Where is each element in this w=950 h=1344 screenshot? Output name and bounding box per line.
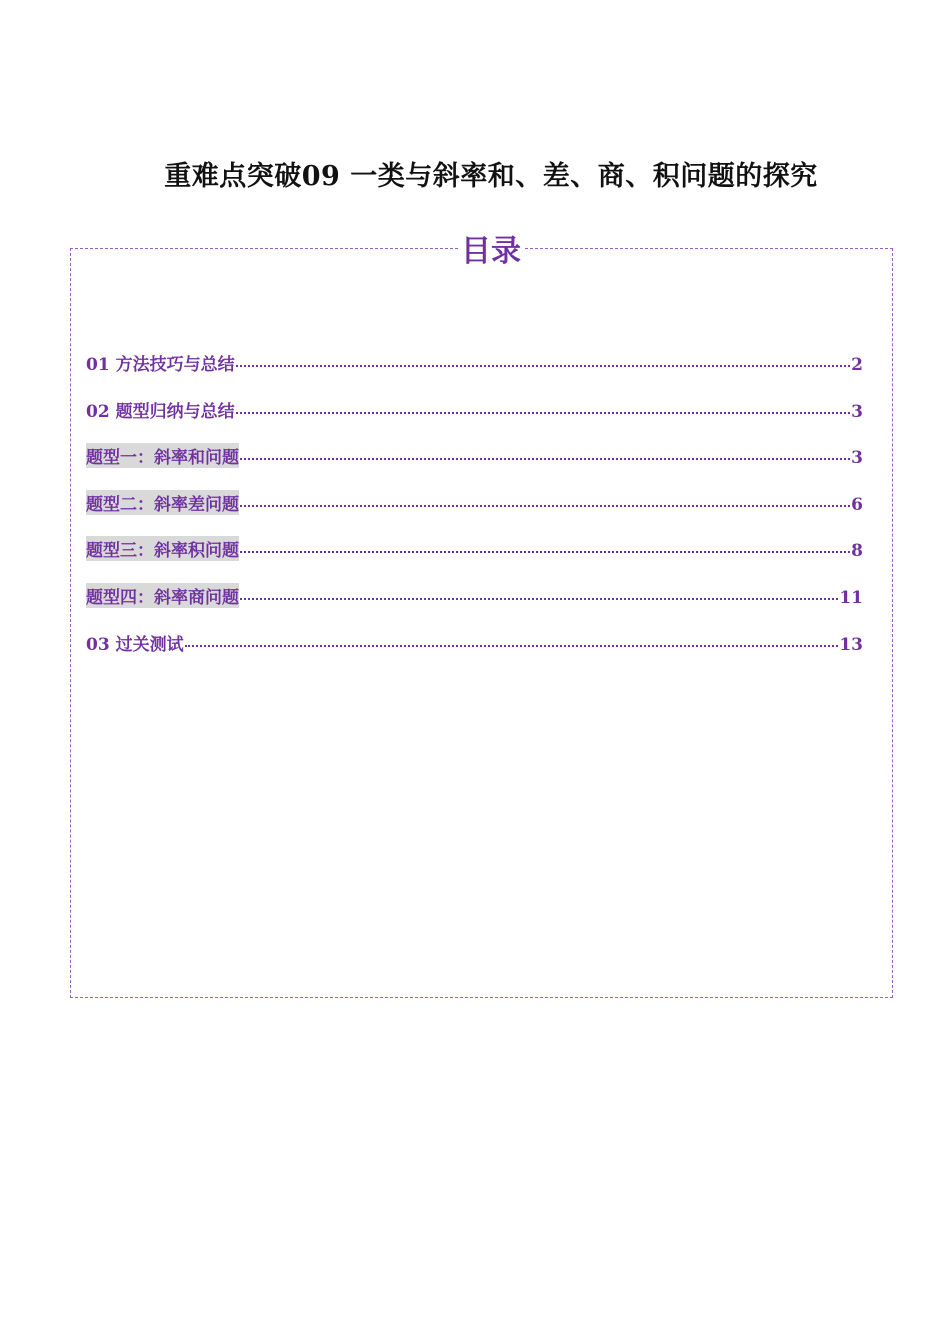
toc-leader-dots (185, 645, 839, 647)
toc-leader-dots (240, 551, 850, 553)
toc-entry-label: 02 题型归纳与总结 (86, 401, 235, 422)
toc-list (86, 350, 863, 676)
toc-entry-label: 题型四：斜率商问题 (86, 583, 239, 608)
toc-entry-label: 03 过关测试 (86, 634, 184, 655)
toc-entry-slope-product[interactable] (86, 536, 863, 583)
toc-entry-page: 3 (851, 448, 863, 469)
toc-entry-final-test[interactable] (86, 630, 863, 677)
toc-leader-dots (240, 505, 850, 507)
toc-heading-text: 目录 (461, 234, 521, 269)
toc-entry-page: 8 (851, 541, 863, 562)
toc-entry-page: 6 (851, 494, 863, 515)
toc-entry-method-summary[interactable] (86, 350, 863, 397)
toc-entry-type-summary[interactable] (86, 397, 863, 444)
toc-entry-label: 01 方法技巧与总结 (86, 355, 235, 375)
toc-entry-page: 2 (851, 355, 863, 375)
toc-leader-dots (236, 412, 851, 414)
document-title: 重难点突破09 一类与斜率和、差、商、积问题的探究 (164, 161, 818, 192)
toc-entry-slope-difference[interactable] (86, 490, 863, 537)
toc-entry-slope-sum[interactable] (86, 443, 863, 490)
toc-entry-slope-quotient[interactable] (86, 583, 863, 630)
toc-entry-label: 题型二：斜率差问题 (86, 490, 239, 515)
toc-entry-label: 题型一：斜率和问题 (86, 443, 239, 468)
toc-leader-dots (236, 365, 851, 367)
toc-entry-label: 题型三：斜率积问题 (86, 536, 239, 561)
toc-entry-page: 11 (839, 587, 863, 608)
toc-entry-page: 3 (851, 401, 863, 422)
toc-entry-page: 13 (839, 634, 863, 655)
toc-leader-dots (240, 598, 838, 600)
toc-heading (0, 230, 950, 274)
toc-leader-dots (240, 458, 850, 460)
